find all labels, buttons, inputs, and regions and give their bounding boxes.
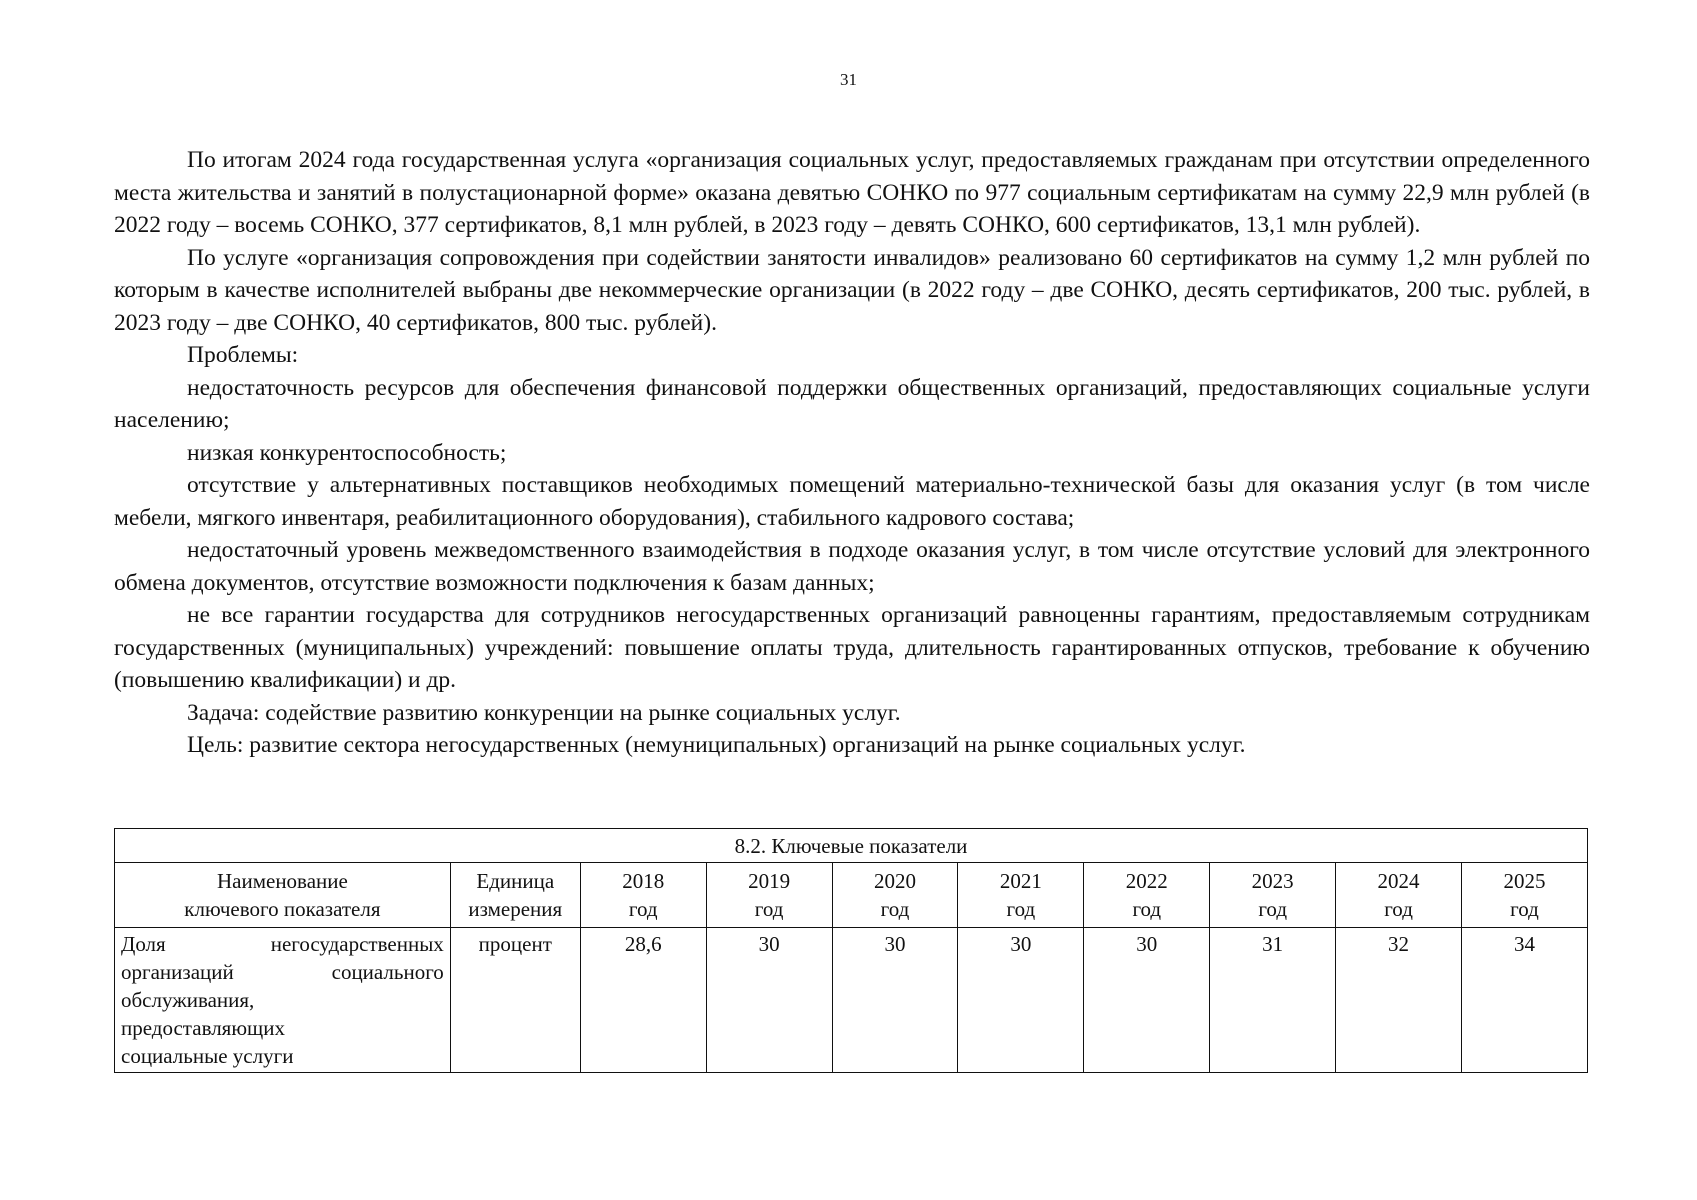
header-year-value: 2018 bbox=[622, 869, 665, 893]
header-year-2024 bbox=[1336, 863, 1462, 928]
table-title-row bbox=[115, 829, 1588, 863]
value-2022: 30 bbox=[1084, 928, 1210, 1073]
header-year-suffix: год bbox=[754, 897, 784, 921]
header-year-suffix: год bbox=[628, 897, 658, 921]
header-year-value: 2020 bbox=[873, 869, 916, 893]
value-2025: 34 bbox=[1462, 928, 1588, 1073]
paragraph-problem-competitiveness: низкая конкурентоспособность; bbox=[187, 439, 507, 466]
paragraph-problem-premises: отсутствие у альтернативных поставщиков необходимых помещений материально-технической базы для оказания услуг (в том числе мебели, мягкого инвентаря, реабилитационного оборудования), стабильного кадрового состава; bbox=[114, 472, 1590, 531]
value-2024: 32 bbox=[1336, 928, 1462, 1073]
header-year-2022 bbox=[1084, 863, 1210, 928]
header-year-value: 2025 bbox=[1503, 869, 1546, 893]
document-body bbox=[114, 144, 1590, 762]
header-year-value: 2022 bbox=[1125, 869, 1168, 893]
header-year-2019 bbox=[706, 863, 832, 928]
table-row bbox=[115, 928, 1588, 1073]
paragraph-task: Задача: содействие развитию конкуренции на рынке социальных услуг. bbox=[187, 699, 901, 726]
header-year-value: 2024 bbox=[1377, 869, 1420, 893]
page-number: 31 bbox=[840, 70, 857, 89]
paragraph-problems-heading: Проблемы: bbox=[187, 342, 299, 368]
header-year-suffix: год bbox=[1258, 897, 1287, 921]
header-unit-line2: измерения bbox=[468, 897, 563, 921]
indicator-name-line: социальные услуги bbox=[121, 1044, 294, 1068]
table-title: 8.2. Ключевые показатели bbox=[115, 829, 1588, 863]
header-indicator-name bbox=[115, 863, 451, 928]
paragraph-social-services-2024: По итогам 2024 года государственная услуга «организация социальных услуг, предоставляемых гражданам при отсутствии определенного места жительства и занятий в полустационарной форме» оказана девятью СОНКО по 977 социальным сертификатам на сумму 22,9 млн рублей (в 2022 году – восемь СОНКО, 377 сертификатов, 8,1 млн рублей, в 2023 году – девять СОНКО, 600 сертификатов, 13,1 млн рублей). bbox=[114, 147, 1590, 238]
indicator-name-line: организаций социального bbox=[121, 960, 444, 984]
indicator-name-line: обслуживания, bbox=[121, 988, 255, 1012]
header-year-2025 bbox=[1462, 863, 1588, 928]
header-year-2020 bbox=[832, 863, 958, 928]
value-2019: 30 bbox=[706, 928, 832, 1073]
header-year-suffix: год bbox=[1132, 897, 1162, 921]
value-2020: 30 bbox=[832, 928, 958, 1073]
paragraph-goal: Цель: развитие сектора негосударственных (немуниципальных) организаций на рынке социальных услуг. bbox=[187, 732, 1246, 758]
header-year-2023 bbox=[1210, 863, 1336, 928]
table-header-row bbox=[115, 863, 1588, 928]
header-year-value: 2019 bbox=[748, 869, 791, 893]
paragraph-problem-resources: недостаточность ресурсов для обеспечения финансовой поддержки общественных организаций, предоставляющих социальные услуги населению; bbox=[114, 374, 1590, 433]
header-unit bbox=[450, 863, 580, 928]
header-year-value: 2021 bbox=[999, 869, 1042, 893]
header-year-value: 2023 bbox=[1251, 869, 1294, 893]
key-indicators-table bbox=[114, 828, 1588, 1073]
header-year-suffix: год bbox=[1510, 897, 1539, 921]
indicator-name-line: Доля негосударственных bbox=[121, 932, 444, 956]
header-year-2018 bbox=[580, 863, 706, 928]
header-unit-line1: Единица bbox=[476, 869, 555, 893]
value-2021: 30 bbox=[958, 928, 1084, 1073]
header-indicator-name-line1: Наименование bbox=[216, 869, 348, 893]
value-2023: 31 bbox=[1210, 928, 1336, 1073]
header-year-suffix: год bbox=[1006, 897, 1036, 921]
indicator-name-line: предоставляющих bbox=[121, 1016, 285, 1040]
header-year-suffix: год bbox=[880, 897, 910, 921]
header-indicator-name-line2: ключевого показателя bbox=[184, 897, 381, 921]
paragraph-employment-support: По услуге «организация сопровождения при содействии занятости инвалидов» реализовано 60 сертификатов на сумму 1,2 млн рублей по которым в качестве исполнителей выбраны две некоммерческие организации (в 2022 году – две СОНКО, десять сертификатов, 200 тыс. рублей, в 2023 году – две СОНКО, 40 сертификатов, 800 тыс. рублей). bbox=[114, 244, 1590, 336]
paragraph-problem-guarantees: не все гарантии государства для сотрудников негосударственных организаций равноценны гарантиям, предоставляемым сотрудникам государственных (муниципальных) учреждений: повышение оплаты труда, длительность гарантированных отпусков, требование к обучению (повышению квалификации) и др. bbox=[114, 602, 1590, 693]
paragraph-problem-interagency: недостаточный уровень межведомственного взаимодействия в подходе оказания услуг, в том числе отсутствие условий для электронного обмена документов, отсутствие возможности подключения к базам данных; bbox=[114, 537, 1590, 596]
value-2018: 28,6 bbox=[580, 928, 706, 1073]
unit-cell: процент bbox=[450, 928, 580, 1073]
header-year-suffix: год bbox=[1384, 897, 1413, 921]
header-year-2021 bbox=[958, 863, 1084, 928]
indicator-name-cell bbox=[115, 928, 451, 1073]
